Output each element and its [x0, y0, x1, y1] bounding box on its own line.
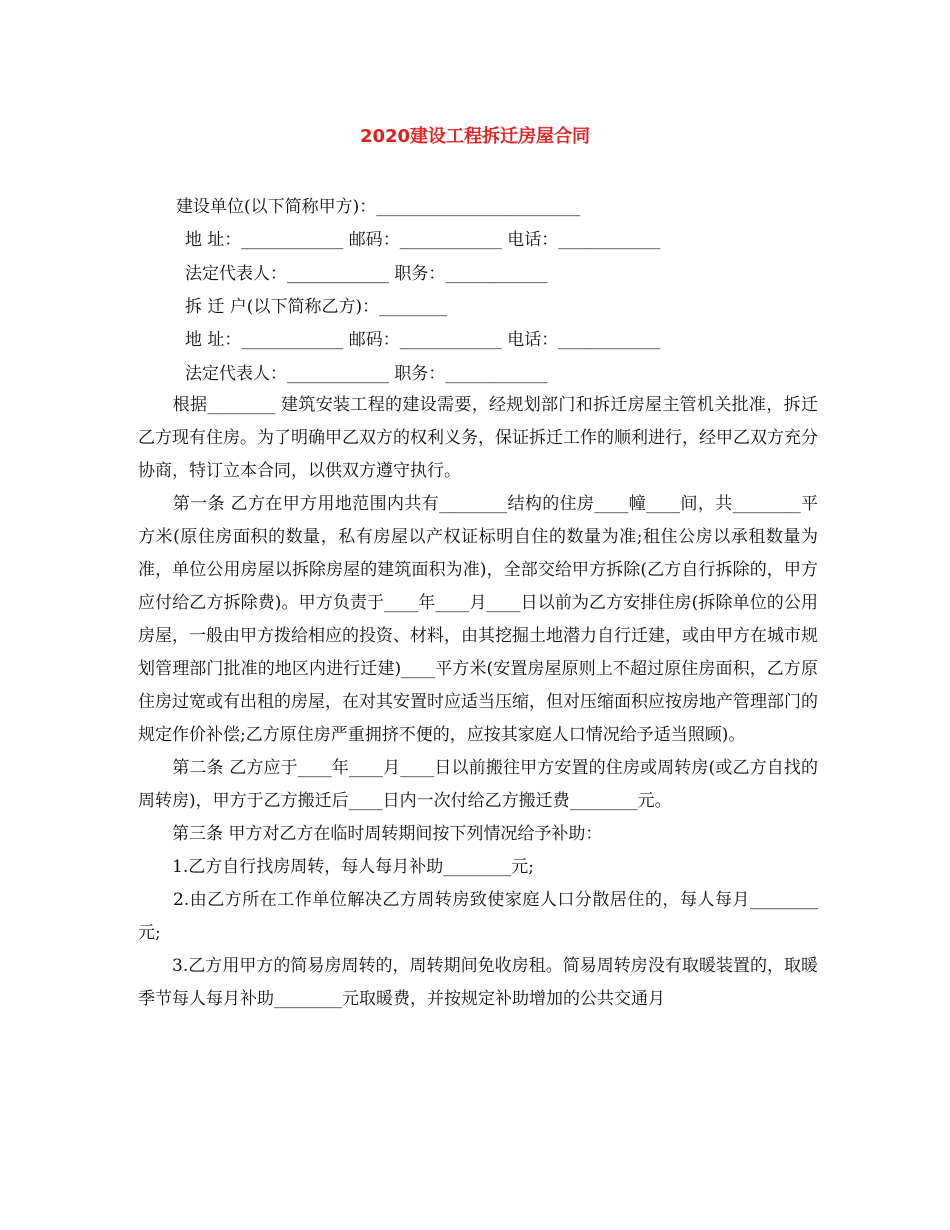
paragraph-item-3: 3.乙方用甲方的简易房周转的，周转期间免收房租。简易周转房没有取暖装置的，取暖季节每人每月补助________元取暖费，并按规定补助增加的公共交通月	[138, 956, 818, 1009]
header-line-representative-a: 法定代表人：____________ 职务：____________	[185, 264, 548, 284]
paragraph-item-1: 1.乙方自行找房周转，每人每月补助________元;	[138, 857, 534, 877]
header-line-party-b: 拆 迁 户(以下简称乙方)：________	[185, 297, 448, 317]
paragraph-article-2: 第二条 乙方应于____年____月____日以前搬往甲方安置的住房或周转房(或乙方自找的周转房)，甲方于乙方搬迁后____日内一次付给乙方搬迁费________元。	[138, 758, 818, 811]
header-line-address-a: 地 址：____________ 邮码：____________ 电话：____________	[185, 230, 661, 250]
header-line-party-a: 建设单位(以下简称甲方)：________________________	[176, 197, 581, 217]
document-title: 2020建设工程拆迁房屋合同	[359, 126, 591, 147]
paragraph-article-3: 第三条 甲方对乙方在临时周转期间按下列情况给予补助：	[138, 824, 603, 844]
header-line-representative-b: 法定代表人：____________ 职务：____________	[185, 364, 548, 384]
contract-body	[138, 389, 818, 1016]
paragraph-article-1: 第一条 乙方在甲方用地范围内共有________结构的住房____幢____间，共________平方米(原住房面积的数量，私有房屋以产权证标明自住的数量为准;租住公房以承租数量为准，单位公用房屋以拆除房屋的建筑面积为准)，全部交给甲方拆除(乙方自行拆除的，甲方应付给乙方拆除费)。甲方负责于____年____月____日以前为乙方安排住房(拆除单位的公用房屋，一般由甲方拨给相应的投资、材料，由其挖掘土地潜力自行迁建，或由甲方在城市规划管理部门批准的地区内进行迁建)____平方米(安置房屋原则上不超过原住房面积，乙方原住房过宽或有出租的房屋，在对其安置时应适当压缩，但对压缩面积应按房地产管理部门的规定作价补偿;乙方原住房严重拥挤不便的，应按其家庭人口情况给予适当照顾)。	[138, 494, 818, 745]
paragraph-preamble: 根据________ 建筑安装工程的建设需要，经规划部门和拆迁房屋主管机关批准，拆迁乙方现有住房。为了明确甲乙双方的权利义务，保证拆迁工作的顺利进行，经甲乙双方充分协商，特订立本合同，以供双方遵守执行。	[138, 395, 818, 481]
header-line-address-b: 地 址：____________ 邮码：____________ 电话：____________	[185, 330, 661, 350]
paragraph-item-2: 2.由乙方所在工作单位解决乙方周转房致使家庭人口分散居住的，每人每月________元;	[138, 890, 818, 943]
